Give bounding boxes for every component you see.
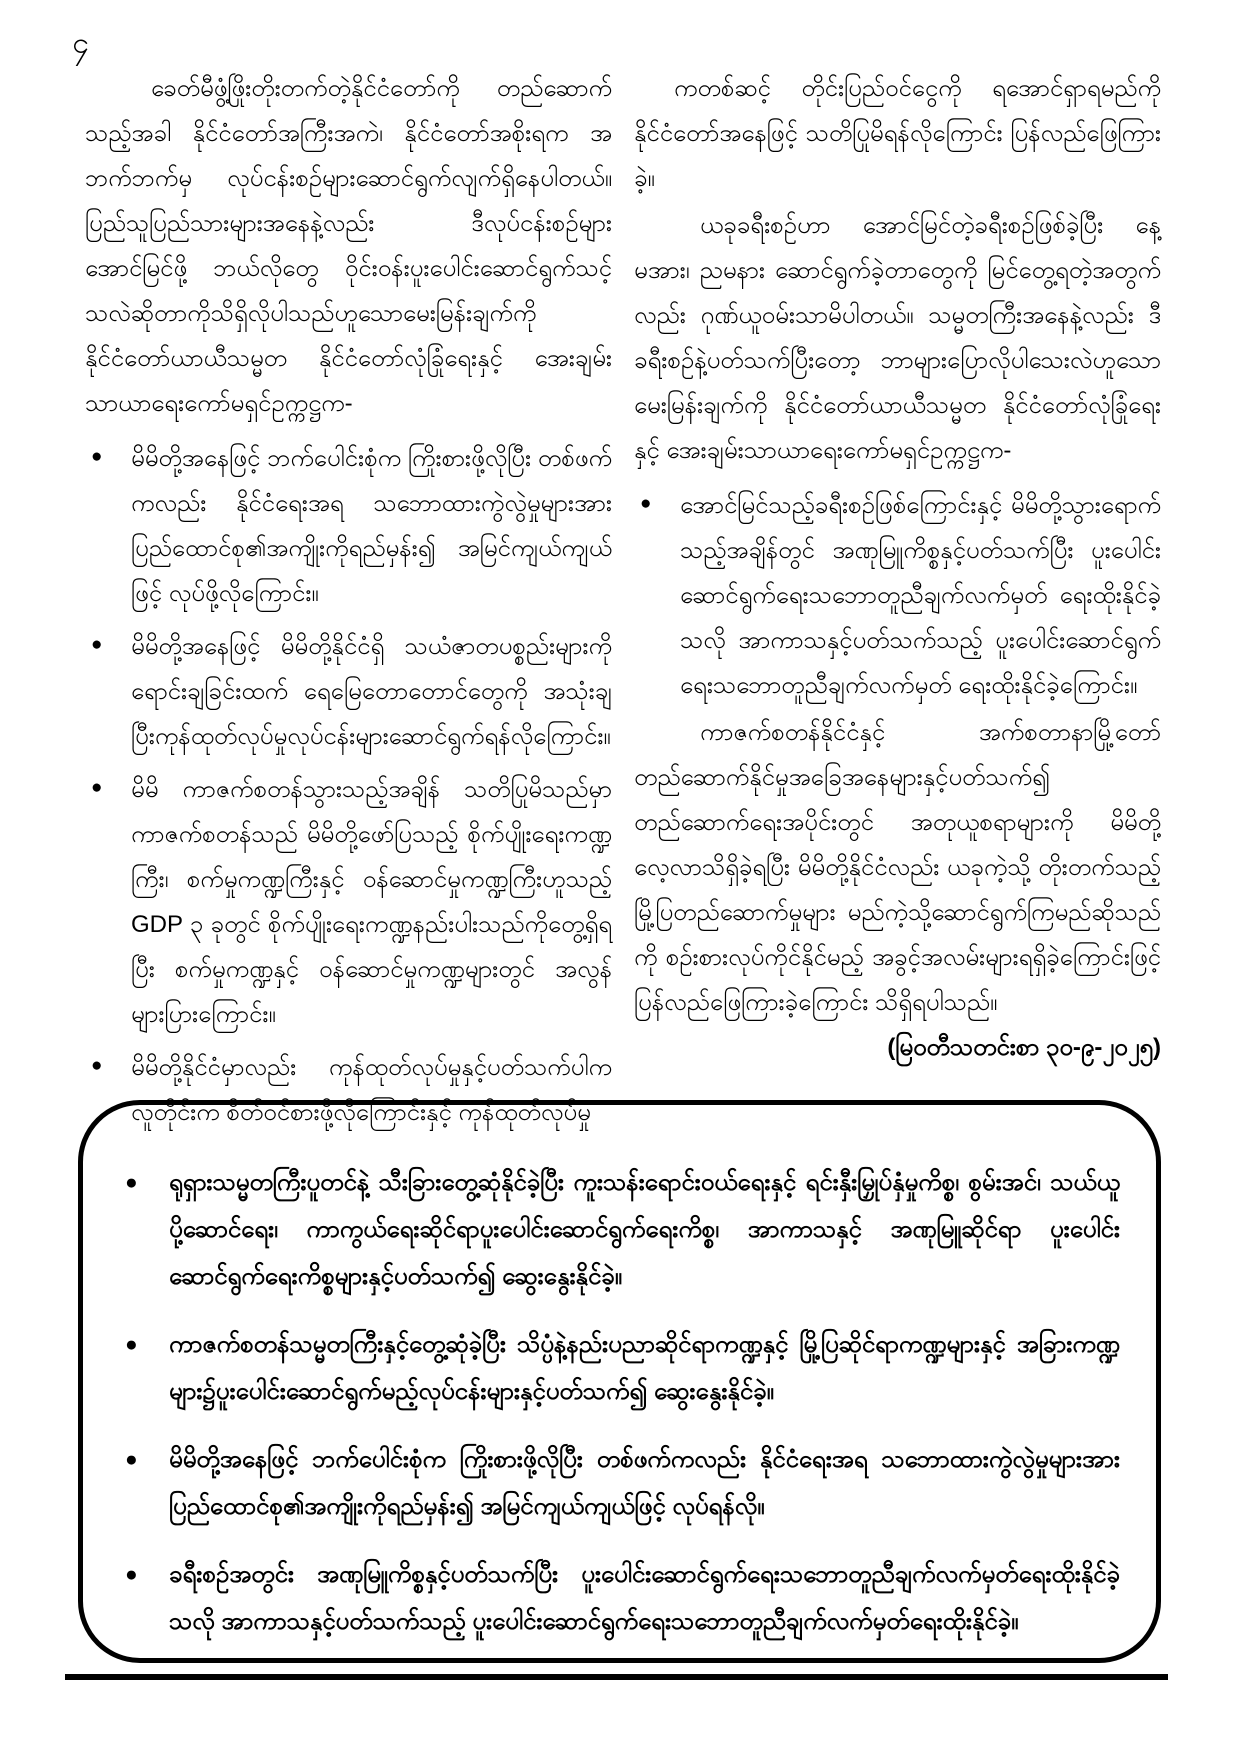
bullet-icon: ● [125, 1333, 138, 1356]
left-column [85, 66, 612, 1135]
right-column [634, 66, 1161, 1135]
bullet-text: မိမိ ကာဇက်စတန်သွားသည့်အချိန် သတိပြုမိသည်မှာ ကာဇက်စတန်သည် မိမိတို့ဖော်ပြသည့် စိုက်ပျိုးရေးကဏ္ဍကြီး၊ စက်မှုကဏ္ဍကြီးနှင့် ဝန်ဆောင်မှုကဏ္ဍကြီးဟူသည့် GDP ၃ ခုတွင် စိုက်ပျိုးရေးကဏ္ဍနည်းပါးသည်ကိုတွေ့ရှိရပြီး စက်မှုကဏ္ဍနှင့် ဝန်ဆောင်မှုကဏ္ဍများတွင် အလွန်များပြားကြောင်း။ [131, 776, 612, 1028]
bullet-icon: ● [91, 634, 103, 655]
right-paragraph-3: ကာဇက်စတန်နိုင်ငံနှင့် အက်စတာနာမြို့တော် တည်ဆောက်နိုင်မှုအခြေအနေများနှင့်ပတ်သက်၍ တည်ဆောက်ရေးအပိုင်းတွင် အတုယူစရာများကို မိမိတို့လေ့လာသိရှိခဲ့ရပြီး မိမိတို့နိုင်ငံလည်း ယခုကဲ့သို့ တိုးတက်သည့် မြို့ပြတည်ဆောက်မှုများ မည်ကဲ့သို့ဆောင်ရွက်ကြမည်ဆိုသည်ကို စဉ်းစားလုပ်ကိုင်နိုင်မည့် အခွင့်အလမ်းများရရှိခဲ့ကြောင်းဖြင့် ပြန်လည်ဖြေကြားခဲ့ကြောင်း သိရှိရပါသည်။ [634, 719, 1161, 1016]
right-bullet-list [634, 483, 1161, 708]
bullet-icon: ● [125, 1171, 138, 1194]
list-item [117, 1159, 1120, 1300]
bullet-text: မိမိတို့နိုင်ငံမှာလည်း ကုန်ထုတ်လုပ်မှုနှင့်ပတ်သက်ပါက လူတိုင်းက စိတ်ဝင်စားဖို့လိုကြောင်းနှင့် ကုန်ထုတ်လုပ်မှု [131, 1054, 612, 1126]
list-item [634, 483, 1161, 708]
bullet-icon: ● [91, 1055, 103, 1076]
list-item [117, 1436, 1120, 1530]
right-paragraph-2: ယခုခရီးစဉ်ဟာ အောင်မြင်တဲ့ခရီးစဉ်ဖြစ်ခဲ့ပြီး နေ့မအား၊ ညမနား ဆောင်ရွက်ခဲ့တာတွေကို မြင်တွေ့ရတဲ့အတွက်လည်း ဂုဏ်ယူဝမ်းသာမိပါတယ်။ သမ္မတကြီးအနေနဲ့လည်း ဒီခရီးစဉ်နဲ့ပတ်သက်ပြီးတော့ ဘာများပြောလိုပါသေးလဲဟူသော မေးမြန်းချက်ကို နိုင်ငံတော်ယာယီသမ္မတ နိုင်ငံတော်လုံခြုံရေးနှင့် အေးချမ်းသာယာရေးကော်မရှင်ဥက္ကဋ္ဌက- [634, 212, 1161, 464]
bullet-text: မိမိတို့အနေဖြင့် ဘက်ပေါင်းစုံက ကြိုးစားဖို့လိုပြီး တစ်ဖက်ကလည်း နိုင်ငံရေးအရ သဘောထားကွဲလွဲမှုများအား ပြည်ထောင်စု၏အကျိုးကိုရည်မှန်း၍ အမြင်ကျယ်ကျယ်ဖြင့် လုပ်ရန်လို။ [169, 1446, 1120, 1520]
left-paragraph-1: ခေတ်မီဖွံ့ဖြိုးတိုးတက်တဲ့နိုင်ငံတော်ကို တည်ဆောက်သည့်အခါ နိုင်ငံတော်အကြီးအကဲ၊ နိုင်ငံတော်အစိုးရက အဘက်ဘက်မှ လုပ်ငန်းစဉ်များဆောင်ရွက်လျက်ရှိနေပါတယ်။ ပြည်သူပြည်သားများအနေနဲ့လည်း ဒီလုပ်ငန်းစဉ်များ အောင်မြင်ဖို့ ဘယ်လိုတွေ ဝိုင်းဝန်းပူးပေါင်းဆောင်ရွက်သင့်သလဲဆိုတာကိုသိရှိလိုပါသည်ဟူသောမေးမြန်းချက်ကို နိုင်ငံတော်ယာယီသမ္မတ နိုင်ငံတော်လုံခြုံရေးနှင့် အေးချမ်းသာယာရေးကော်မရှင်ဥက္ကဋ္ဌက- [85, 75, 612, 417]
bullet-text: ခရီးစဉ်အတွင်း အဏုမြူကိစ္စနှင့်ပတ်သက်ပြီး ပူးပေါင်းဆောင်ရွက်ရေးသဘောတူညီချက်လက်မှတ်ရေးထိုးနိုင်ခဲ့သလို အာကာသနှင့်ပတ်သက်သည့် ပူးပေါင်းဆောင်ရွက်ရေးသဘောတူညီချက်လက်မှတ်ရေးထိုးနိုင်ခဲ့။ [169, 1561, 1120, 1635]
bullet-icon: ● [125, 1448, 138, 1471]
footer-rule [65, 1674, 1168, 1680]
bullet-icon: ● [91, 446, 103, 467]
page-number: ၄ [72, 27, 89, 60]
bullet-text: ကာဇက်စတန်သမ္မတကြီးနှင့်တွေ့ဆုံခဲ့ပြီး သိပ္ပံနဲ့နည်းပညာဆိုင်ရာကဏ္ဍနှင့် မြို့ပြဆိုင်ရာကဏ္ဍများနှင့် အခြားကဏ္ဍများ၌ပူးပေါင်းဆောင်ရွက်မည့်လုပ်ငန်းများနှင့်ပတ်သက်၍ ဆွေးနွေးနိုင်ခဲ့။ [169, 1331, 1120, 1405]
left-bullet-list [85, 436, 612, 1135]
bullet-icon: ● [640, 493, 652, 514]
list-item [117, 1321, 1120, 1415]
bullet-text: မိမိတို့အနေဖြင့် ဘက်ပေါင်းစုံက ကြိုးစားဖို့လိုပြီး တစ်ဖက်ကလည်း နိုင်ငံရေးအရ သဘောထားကွဲလွဲမှုများအား ပြည်ထောင်စု၏အကျိုးကိုရည်မှန်း၍ အမြင်ကျယ်ကျယ်ဖြင့် လုပ်ဖို့လိုကြောင်း။ [131, 445, 612, 607]
right-paragraph-continued: ကတစ်ဆင့် တိုင်းပြည်ဝင်ငွေကို ရအောင်ရှာရမည်ကို နိုင်ငံတော်အနေဖြင့် သတိပြုမိရန်လိုကြောင်း ပြန်လည်ဖြေကြားခဲ့။ [634, 75, 1161, 192]
list-item [85, 624, 612, 759]
list-item [85, 767, 612, 1037]
bullet-text: ရုရှားသမ္မတကြီးပူတင်နဲ့ သီးခြားတွေ့ဆုံနိုင်ခဲ့ပြီး ကူးသန်းရောင်းဝယ်ရေးနှင့် ရင်းနှီးမြှုပ်နှံမှုကိစ္စ၊ စွမ်းအင်၊ သယ်ယူပို့ဆောင်ရေး၊ ကာကွယ်ရေးဆိုင်ရာပူးပေါင်းဆောင်ရွက်ရေးကိစ္စ၊ အာကာသနှင့် အဏုမြူဆိုင်ရာ ပူးပေါင်းဆောင်ရွက်ရေးကိစ္စများနှင့်ပတ်သက်၍ ဆွေးနွေးနိုင်ခဲ့။ [169, 1169, 1120, 1290]
bullet-text: အောင်မြင်သည့်ခရီးစဉ်ဖြစ်ကြောင်းနှင့် မိမိတို့သွားရောက်သည့်အချိန်တွင် အဏုမြူကိစ္စနှင့်ပတ်သက်ပြီး ပူးပေါင်းဆောင်ရွက်ရေးသဘောတူညီချက်လက်မှတ် ရေးထိုးနိုင်ခဲ့သလို အာကာသနှင့်ပတ်သက်သည့် ပူးပေါင်းဆောင်ရွက်ရေးသဘောတူညီချက်လက်မှတ် ရေးထိုးနိုင်ခဲ့ကြောင်း။ [680, 492, 1161, 699]
list-item [85, 436, 612, 616]
summary-box [78, 1100, 1161, 1663]
summary-bullet-list [117, 1159, 1120, 1645]
bullet-text: မိမိတို့အနေဖြင့် မိမိတို့နိုင်ငံရှိ သယံဇာတပစ္စည်းများကို ရောင်းချခြင်းထက် ရေမြေတောတောင်တွေကို အသုံးချပြီးကုန်ထုတ်လုပ်မှုလုပ်ငန်းများဆောင်ရွက်ရန်လိုကြောင်း။ [131, 633, 612, 750]
list-item [117, 1551, 1120, 1645]
source-attribution: (မြဝတီသတင်းစာ ၃၀-၉-၂၀၂၅) [887, 1034, 1161, 1061]
bullet-icon: ● [91, 777, 103, 798]
bullet-icon: ● [125, 1563, 138, 1586]
body-columns [85, 66, 1161, 1135]
